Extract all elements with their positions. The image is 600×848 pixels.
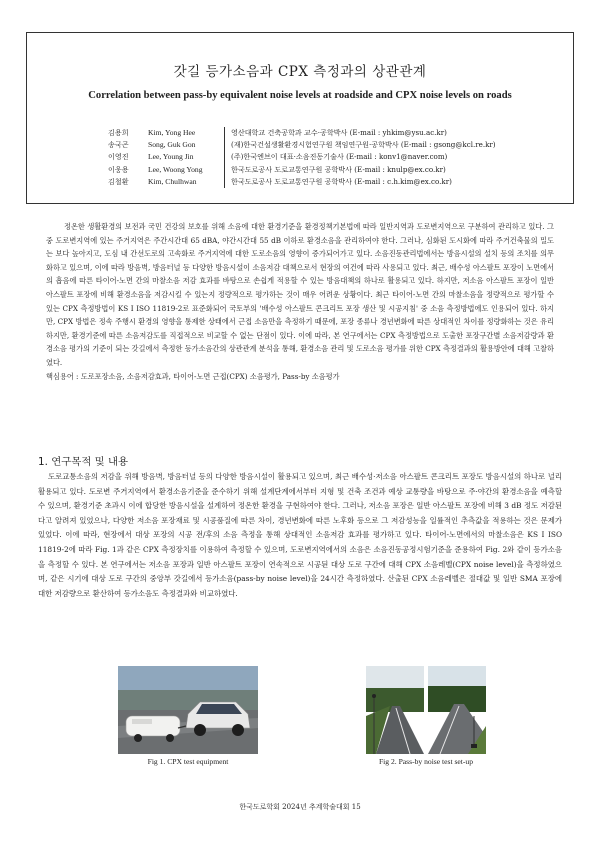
author-list xyxy=(108,127,496,188)
author-row xyxy=(108,164,496,176)
paper-title-korean: 갓길 등가소음과 CPX 측정과의 상관관계 xyxy=(173,64,427,80)
body-section xyxy=(38,470,562,601)
author-affiliation: 영산대학교 건축공학과 교수·공학박사 (E-mail : yhkim@ysu.ac.kr) xyxy=(224,127,447,139)
author-row xyxy=(108,151,496,163)
author-name-ko: 김용희 xyxy=(108,128,129,137)
author-name-en: Kim, Chulhwan xyxy=(148,176,197,186)
figure-1-caption: Fig 1. CPX test equipment xyxy=(147,757,229,766)
author-name-en: Lee, Young Jin xyxy=(148,152,194,162)
author-row xyxy=(108,176,496,188)
figure-cpx-equipment-photo xyxy=(118,666,258,754)
author-name-en: Kim, Yong Hee xyxy=(148,128,196,137)
author-name-ko: 송국곤 xyxy=(108,140,129,150)
paper-title-english: Correlation between pass-by equivalent noise levels at roadside and CPX noise levels on roads xyxy=(88,90,512,101)
keywords: 핵심용어 : 도로포장소음, 소음저감효과, 타이어-노면 근접(CPX) 소음평가, Pass-by 소음평가 xyxy=(46,371,340,381)
abstract xyxy=(46,220,554,383)
abstract-text: 정온한 생활환경의 보전과 국민 건강의 보호를 위해 소음에 대한 환경기준을 환경정책기본법에 따라 일반지역과 도로변지역으로 구분하여 관리하고 있다. 그 중 도로변지역에 있는 주거지역은 주간시간대 65 dBA, 야간시간대 55 dB 이하로 환경소음을 관리하여야 한다. 그러나, 심화된 도시화에 따라 주거건축물의 밀도는 보다 높아지고, 도심 내 간선도로의 고속화로 주거지역에 대한 도로소음의 영향이 증가되어가고 있다. 소음진동관리법에서는 방음시설의 설치 등의 조치를 의무화하고 있으며, 이에 따라 방음벽, 방음터널 등 다양한 방음시설이 소음저감 대책으로서 현장의 여건에 따라 사용되고 있다. 최근, 배수성 아스팔트 포장이 노면에서의 흡음에 따른 타이어-노면 간의 마찰소음 저감 효과를 바탕으로 손쉽게 적용할 수 있는 방음대책의 하나로 활용되고 있다. 하지만, 저소음 아스팔트 포장이 일반 아스팔트 포장에 비해 환경소음을 저감시킬 수 있는지 정량적으로 평가하는 것이 매우 어려운 상황이다. 최근 타이어-노면 간의 마찰소음을 정량적으로 평가할 수 있는 CPX 측정방법이 KS I ISO 11819-2로 표준화되어 국토부의 '배수성 아스팔트 콘크리트 포장 생산 및 시공지침' 중 소음 측정방법에도 인용되어 있다. 하지만, CPX 방법은 정속 주행시 환경의 영향을 통제한 상태에서 근접 소음만을 측정하기 때문에, 포장 종류나 경년변화에 따른 상대적인 차이를 정량화하는 것은 유리하지만, 환경기준에 따른 소음저감도를 직접적으로 비교할 수 없는 단점이 있다. 이에 따라, 본 연구에서는 CPX 측정방법으로 도출한 포장구간별 소음저감량과 환경소음 평가의 기준이 되는 갓길에서 측정한 등가소음간의 상관관계 분석을 통해, 환경소음 관리 및 도로소음 평가를 위한 CPX 측정결과의 활용방안에 대해 고찰하였다. xyxy=(46,222,554,367)
author-row xyxy=(108,127,496,139)
author-affiliation: 한국도로공사 도로교통연구원 공학박사 (E-mail : knulp@ex.co.kr) xyxy=(224,164,446,176)
author-name-en: Lee, Woong Yong xyxy=(148,164,203,174)
author-affiliation: (재)한국건설생활환경시험연구원 책임연구원·공학박사 (E-mail : gsong@kcl.re.kr) xyxy=(224,139,496,151)
section-title: 1. 연구목적 및 내용 xyxy=(38,456,129,468)
author-affiliation: (주)한국엔브이 대표·소음진동기술사 (E-mail : konv1@naver.com) xyxy=(224,151,447,163)
author-name-ko: 김철환 xyxy=(108,176,129,186)
figure-passby-setup-photo-right xyxy=(428,666,486,754)
author-name-ko: 이웅용 xyxy=(108,164,129,174)
author-name-ko: 이영진 xyxy=(108,152,129,162)
author-name-en: Song, Guk Gon xyxy=(148,140,196,150)
page-footer: 한국도로학회 2024년 추계학술대회 15 xyxy=(239,803,361,811)
figure-passby-setup-photo-left xyxy=(366,666,424,754)
author-affiliation: 한국도로공사 도로교통연구원 공학박사 (E-mail : c.h.kim@ex.co.kr) xyxy=(224,176,452,188)
body-paragraph: 도로교통소음의 저감을 위해 방음벽, 방음터널 등의 다양한 방음시설이 활용되고 있으며, 최근 배수성·저소음 아스팔트 콘크리트 포장도 방음시설의 하나로 널리 활용되고 있다. 도로변 주거지역에서 환경소음기준을 준수하기 위해 설계단계에서부터 지형 및 건축 조건과 예상 교통량을 바탕으로 주·야간의 환경소음을 예측할 수 있으며, 환경기준 초과시 이에 합당한 방음시설을 설계하여 정온한 환경을 구현하여야 한다. 그러나, 저소음 포장은 일반 아스팔트 포장에 비해 3 dB 정도 저감된다고 알려져 있었으나, 다양한 저소음 포장재료 및 시공품질에 따른 차이, 경년변화에 따른 노후화 등으로 그 저감성능을 일률적인 추측값을 적용하는 것은 문제가 있었다. 이에 따라, 현장에서 대상 포장의 시공 전/후의 소음 측정을 통해 상대적인 소음저감 효과를 평가하고 있다. 타이어-노면에서의 마찰소음은 KS I ISO 11819-2에 따라 Fig. 1과 같은 CPX 측정장치를 이용하여 측정할 수 있으며, 도로변지역에서의 소음은 소음진동공정시험기준을 준용하여 Fig. 2와 같이 등가소음을 측정할 수 있다. 본 연구에서는 저소음 포장과 일반 아스팔트 포장이 연속적으로 시공된 대상 도로 구간에 대해 CPX 소음레벨(CPX noise level)을 측정하였으며, 같은 시기에 대상 도로 구간의 중앙부 갓길에서 등가소음(pass-by noise level)을 24시간 측정하였다. 산출된 CPX 소음레벨은 절대값 및 일반 SMA 포장에 대한 저감량으로 환산하여 등가소음도 측정결과와 비교하였다. xyxy=(38,472,562,598)
figure-2-caption: Fig 2. Pass-by noise test set-up xyxy=(378,757,474,766)
author-row xyxy=(108,139,496,151)
